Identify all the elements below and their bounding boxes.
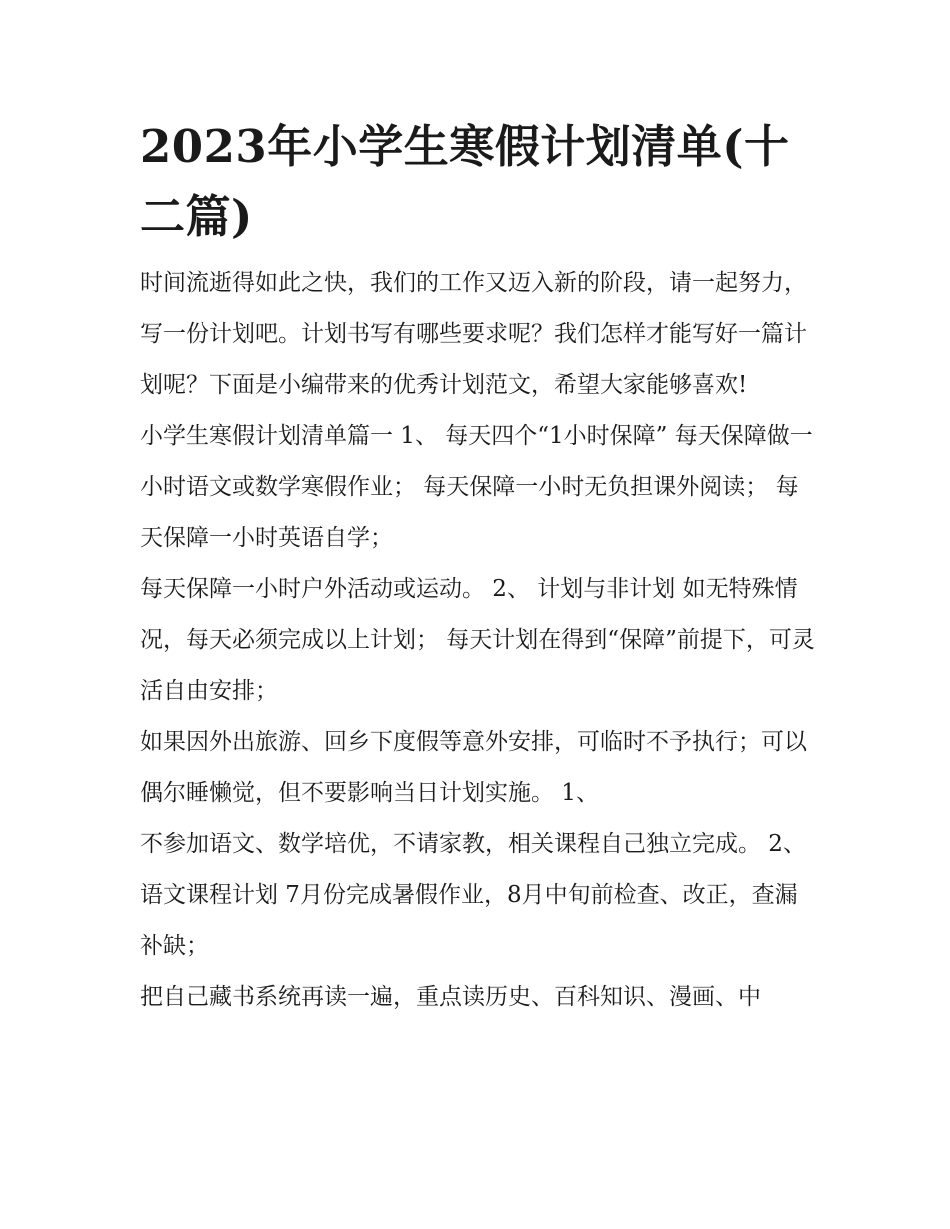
intro-paragraph: 时间流逝得如此之快，我们的工作又迈入新的阶段，请一起努力，写一份计划吧。计划书写有哪些要求呢？我们怎样才能写好一篇计划呢？下面是小编带来的优秀计划范文，希望大家能够喜欢!	[140, 269, 807, 398]
document-title: 2023年小学生寒假计划清单(十二篇)	[140, 120, 790, 243]
body-paragraph: 小学生寒假计划清单篇一 1、 每天四个“1小时保障” 每天保障做一小时语文或数学寒假作业； 每天保障一小时无负担课外阅读； 每天保障一小时英语自学；	[140, 422, 813, 551]
body-paragraph: 每天保障一小时户外活动或运动。 2、 计划与非计划 如无特殊情况，每天必须完成以上计划； 每天计划在得到“保障”前提下，可灵活自由安排；	[140, 575, 815, 704]
body-paragraph: 不参加语文、数学培优，不请家教，相关课程自己独立完成。 2、 语文课程计划 7月份完成暑假作业，8月中旬前检查、改正，查漏补缺；	[140, 830, 806, 959]
document-page	[140, 112, 815, 1023]
body-paragraph: 把自己藏书系统再读一遍，重点读历史、百科知识、漫画、中	[140, 983, 761, 1010]
body-paragraph: 如果因外出旅游、回乡下度假等意外安排，可临时不予执行；可以偶尔睡懒觉，但不要影响当日计划实施。 1、	[140, 728, 807, 806]
